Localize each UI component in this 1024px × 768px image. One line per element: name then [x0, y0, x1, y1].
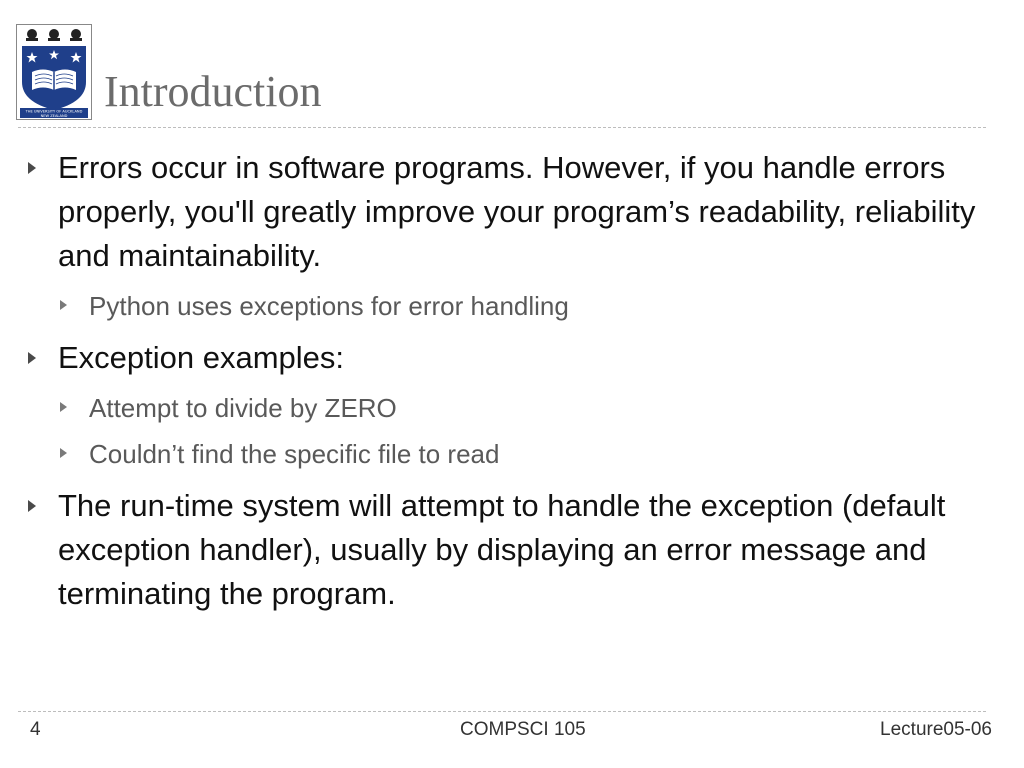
bullet-arrow-icon [60, 300, 67, 310]
sub-bullet-item [24, 392, 984, 424]
bullet-arrow-icon [28, 500, 36, 512]
bullet-arrow-icon [60, 402, 67, 412]
bullet-item [24, 336, 984, 380]
bullet-arrow-icon [28, 352, 36, 364]
sub-bullet-text: Couldn’t find the specific file to read [89, 439, 500, 469]
bullet-arrow-icon [28, 162, 36, 174]
sub-bullet-text: Attempt to divide by ZERO [89, 393, 397, 423]
university-logo [16, 24, 92, 120]
sub-bullet-item [24, 290, 984, 322]
bullet-text: Exception examples: [58, 340, 345, 375]
svg-text:THE UNIVERSITY OF AUCKLAND: THE UNIVERSITY OF AUCKLAND [25, 109, 83, 114]
bullet-text: The run-time system will attempt to handle the exception (default exception handler), usually by displaying an error message and terminating the program. [58, 488, 946, 611]
sub-bullet-text: Python uses exceptions for error handling [89, 291, 569, 321]
course-code: COMPSCI 105 [460, 719, 586, 740]
footer-divider [18, 711, 986, 712]
title-divider [18, 127, 986, 128]
bullet-item [24, 484, 984, 616]
slide-title: Introduction [104, 67, 322, 116]
sub-bullet-item [24, 438, 984, 470]
page-number: 4 [30, 719, 41, 740]
svg-text:NEW ZEALAND: NEW ZEALAND [40, 114, 68, 118]
bullet-arrow-icon [60, 448, 67, 458]
bullet-text: Errors occur in software programs. However, if you handle errors properly, you'll greatly improve your program’s readability, reliability and maintainability. [58, 150, 976, 273]
lecture-label: Lecture05-06 [880, 719, 992, 740]
bullet-list [24, 146, 984, 616]
university-crest-icon [16, 24, 92, 120]
bullet-item [24, 146, 984, 278]
